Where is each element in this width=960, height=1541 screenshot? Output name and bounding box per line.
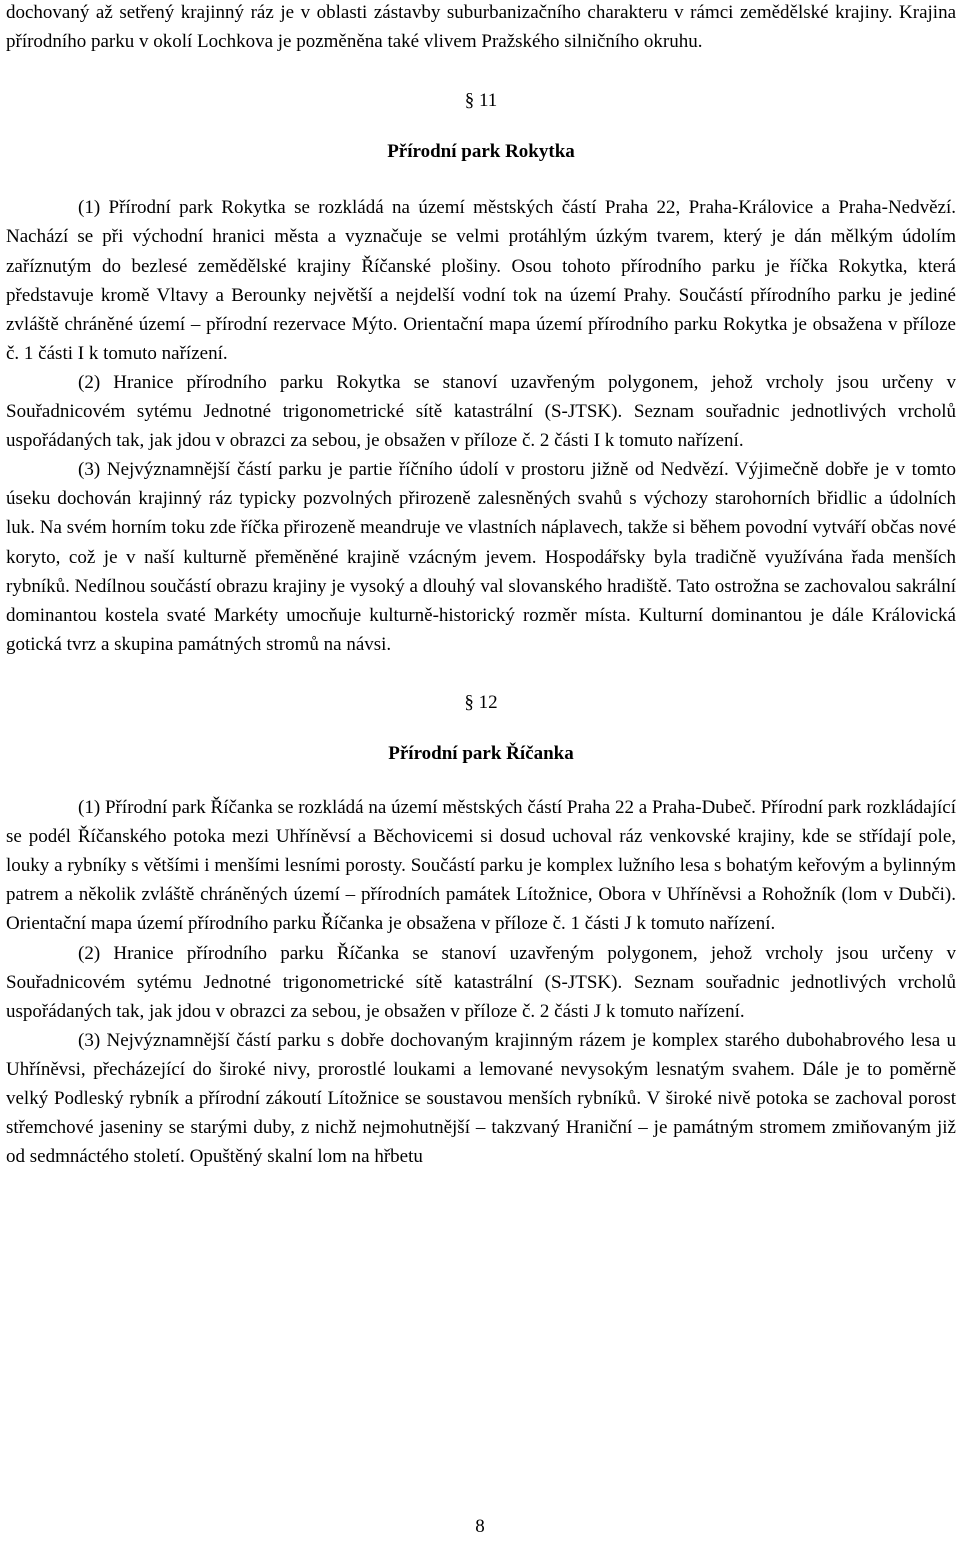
section-paragraph: (2) Hranice přírodního parku Rokytka se stanoví uzavřeným polygonem, jehož vrcholy jsou určeny v Souřadnicovém sytému Jednotné trigonometrické sítě katastrální (S-JTSK). Seznam souřadnic jednotlivých vrcholů uspořádaných tak, jak jdou v obrazci za sebou, je obsažen v příloze č. 2 části I k tomuto nařízení.	[6, 371, 956, 452]
section-title: Přírodní park Říčanka	[388, 742, 574, 764]
document-page	[6, 0, 956, 1171]
section-paragraph: (1) Přírodní park Rokytka se rozkládá na území městských částí Praha 22, Praha-Královice a Praha-Nedvězí. Nachází se při východní hranici města a vyznačuje se velmi protáhlým úzkým tvarem, který je dán mělkým údolím zaříznutým do bezlesé zemědělské krajiny Říčanské plošiny. Osou tohoto přírodního parku je říčka Rokytka, která představuje kromě Vltavy a Berounky největší a nejdelší vodní tok na území Prahy. Součástí přírodního parku je jediné zvláště chráněné území – přírodní rezervace Mýto. Orientační mapa území přírodního parku Rokytka je obsažena v příloze č. 1 části I k tomuto nařízení.	[6, 197, 956, 364]
section-number: § 12	[464, 691, 498, 713]
section-title: Přírodní park Rokytka	[387, 141, 575, 163]
intro-paragraph: dochovaný až setřený krajinný ráz je v oblasti zástavby suburbanizačního charakteru v rámci zemědělské krajiny. Krajina přírodního parku v okolí Lochkova je pozměněna také vlivem Pražského silničního okruhu.	[6, 2, 956, 53]
section-11	[6, 86, 956, 659]
page-number: 8	[475, 1516, 485, 1537]
section-paragraph: (3) Nejvýznamnější částí parku s dobře dochovaným krajinným rázem je komplex starého dubohabrového lesa u Uhříněvsi, přecházející do široké nivy, prorostlé loukami a lemované nevysokým lesnatým svahem. Dále je to poměrně velký Podleský rybník a přírodní zákoutí Lítožnice se soustavou menších rybníků. V široké nivě potoka se zachoval porost střemchové jaseniny se starými duby, z nichž nejmohutnější – takzvaný Hraniční – je památným stromem zmiňovaným již od sedmnáctého století. Opuštěný skalní lom na hřbetu	[6, 1029, 956, 1168]
section-number: § 11	[464, 90, 498, 112]
section-paragraph: (2) Hranice přírodního parku Říčanka se stanoví uzavřeným polygonem, jehož vrcholy jsou určeny v Souřadnicovém sytému Jednotné trigonometrické sítě katastrální (S-JTSK). Seznam souřadnic jednotlivých vrcholů uspořádaných tak, jak jdou v obrazci za sebou, je obsažen v příloze č. 2 části J k tomuto nařízení.	[6, 942, 956, 1022]
section-paragraph: (3) Nejvýznamnější částí parku je partie říčního údolí v prostoru jižně od Nedvězí. Výjimečně dobře je v tomto úseku dochován krajinný ráz typicky pozvolných přirozeně zalesněných svahů s výchozy starohorních břidlic a údolních luk. Na svém horním toku zde říčka přirozeně meandruje ve vlastních náplavech, takže si během povodní vytváří občas nové koryto, což je v naší kulturně přeměněné krajině vzácným jevem. Hospodářsky byla tradičně využívána řada menších rybníků. Nedílnou součástí obrazu krajiny je vysoký a dlouhý val slovanského hradiště. Tato ostrožna se zachovalou sakrální dominantou kostela svaté Markéty umocňuje kulturně-historický rozměr místa. Kulturní dominantou je dále Královická gotická tvrz a skupina památných stromů na návsi.	[6, 459, 956, 655]
section-12	[6, 688, 956, 1171]
section-paragraph: (1) Přírodní park Říčanka se rozkládá na území městských částí Praha 22 a Praha-Dubeč. Přírodní park rozkládající se podél Říčanského potoka mezi Uhříněvsí a Běchovicemi si dosud uchoval ráz venkovské krajiny, kde se střídají pole, louky a rybníky s většími i menšími lesními porosty. Součástí parku je komplex lužního lesa s bohatým keřovým a bylinným patrem a několik zvláště chráněných území – přírodních památek Lítožnice, Obora v Uhříněvsi a Rohožník (lom v Dubči). Orientační mapa území přírodního parku Říčanka je obsažena v příloze č. 1 části J k tomuto nařízení.	[6, 797, 956, 935]
